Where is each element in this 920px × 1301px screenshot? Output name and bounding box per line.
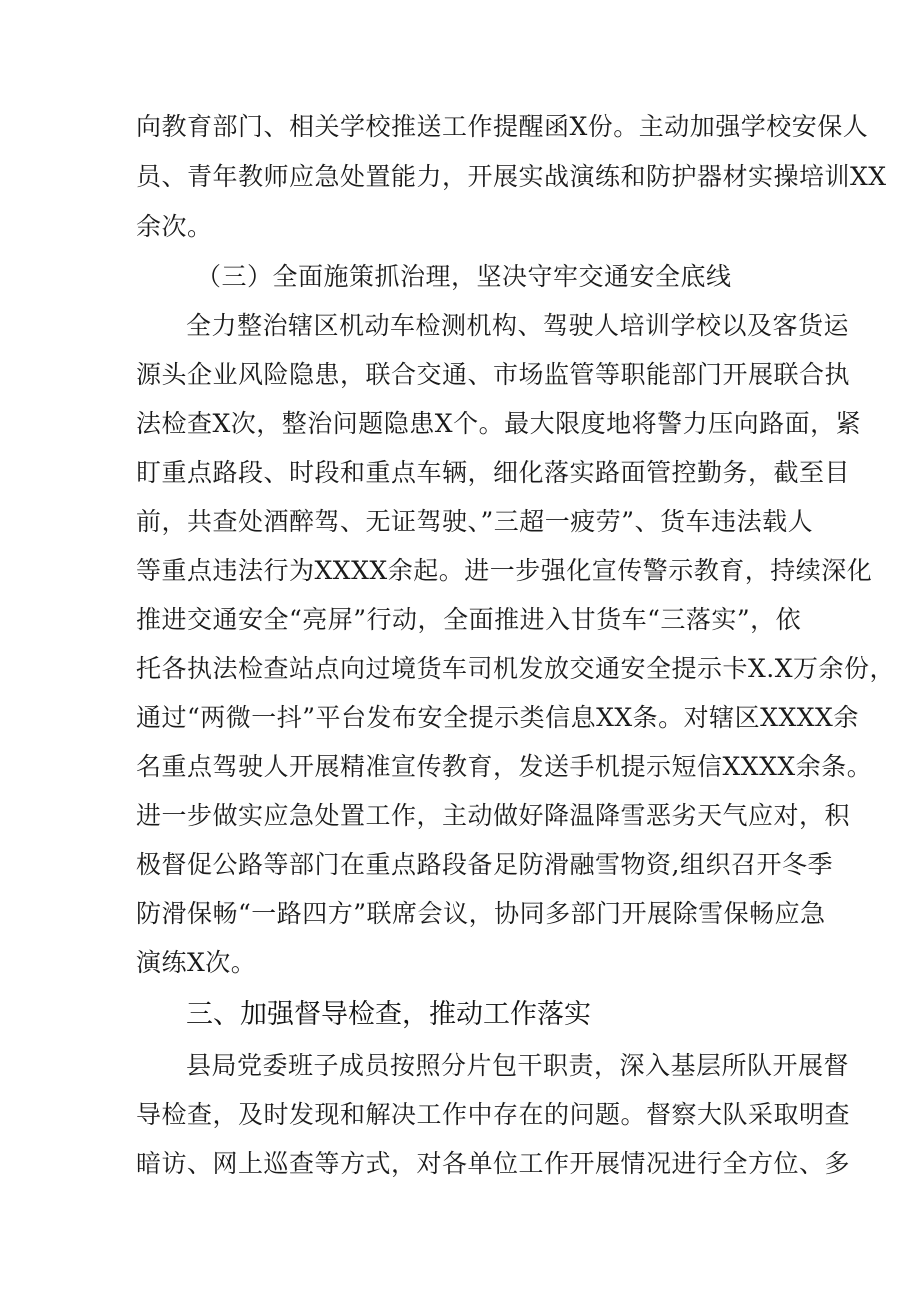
- paragraph-line: 员、青年教师应急处置能力，开展实战演练和防护器材实操培训XX: [136, 162, 887, 191]
- paragraph-line: 县局党委班子成员按照分片包干职责，深入基层所队开展督: [186, 1051, 850, 1080]
- paragraph-line: 托各执法检查站点向过境货车司机发放交通安全提示卡X.X万余份，: [136, 654, 896, 683]
- paragraph-line: 极督促公路等部门在重点路段备足防滑融雪物资,组织召开冬季: [136, 850, 833, 879]
- paragraph-line: 盯重点路段、时段和重点车辆，细化落实路面管控勤务，截至目: [136, 458, 851, 487]
- paragraph-line: 演练X次。: [136, 948, 257, 977]
- paragraph-line: 防滑保畅“一路四方”联席会议，协同多部门开展除雪保畅应急: [136, 899, 826, 928]
- paragraph-line: 推进交通安全“亮屏”行动，全面推进入甘货车“三落实”，依: [136, 605, 802, 634]
- paragraph-line: 进一步做实应急处置工作，主动做好降温降雪恶劣天气应对，积: [136, 801, 851, 830]
- paragraph-line: 暗访、网上巡查等方式，对各单位工作开展情况进行全方位、多: [136, 1149, 851, 1178]
- paragraph-line: 名重点驾驶人开展精准宣传教育，发送手机提示短信XXXX余条。: [136, 752, 873, 781]
- paragraph-line: 余次。: [136, 212, 213, 241]
- sub-heading: （三）全面施策抓治理，坚决守牢交通安全底线: [196, 262, 732, 291]
- paragraph-line: 等重点违法行为XXXX余起。进一步强化宣传警示教育，持续深化: [136, 556, 873, 585]
- paragraph-line: 向教育部门、相关学校推送工作提醒函X份。主动加强学校安保人: [136, 112, 869, 141]
- paragraph-line: 导检查，及时发现和解决工作中存在的问题。督察大队采取明查: [136, 1100, 851, 1129]
- paragraph-line: 全力整治辖区机动车检测机构、驾驶人培训学校以及客货运: [186, 311, 850, 340]
- paragraph-line: 前，共查处酒醉驾、无证驾驶、”三超一疲劳”、货车违法载人: [136, 507, 814, 536]
- section-heading: 三、加强督导检查，推动工作落实: [186, 999, 591, 1030]
- paragraph-line: 通过“两微一抖”平台发布安全提示类信息XX条。对辖区XXXX余: [136, 703, 859, 732]
- paragraph-line: 源头企业风险隐患，联合交通、市场监管等职能部门开展联合执: [136, 360, 851, 389]
- paragraph-line: 法检查X次，整治问题隐患X个。最大限度地将警力压向路面，紧: [136, 409, 862, 438]
